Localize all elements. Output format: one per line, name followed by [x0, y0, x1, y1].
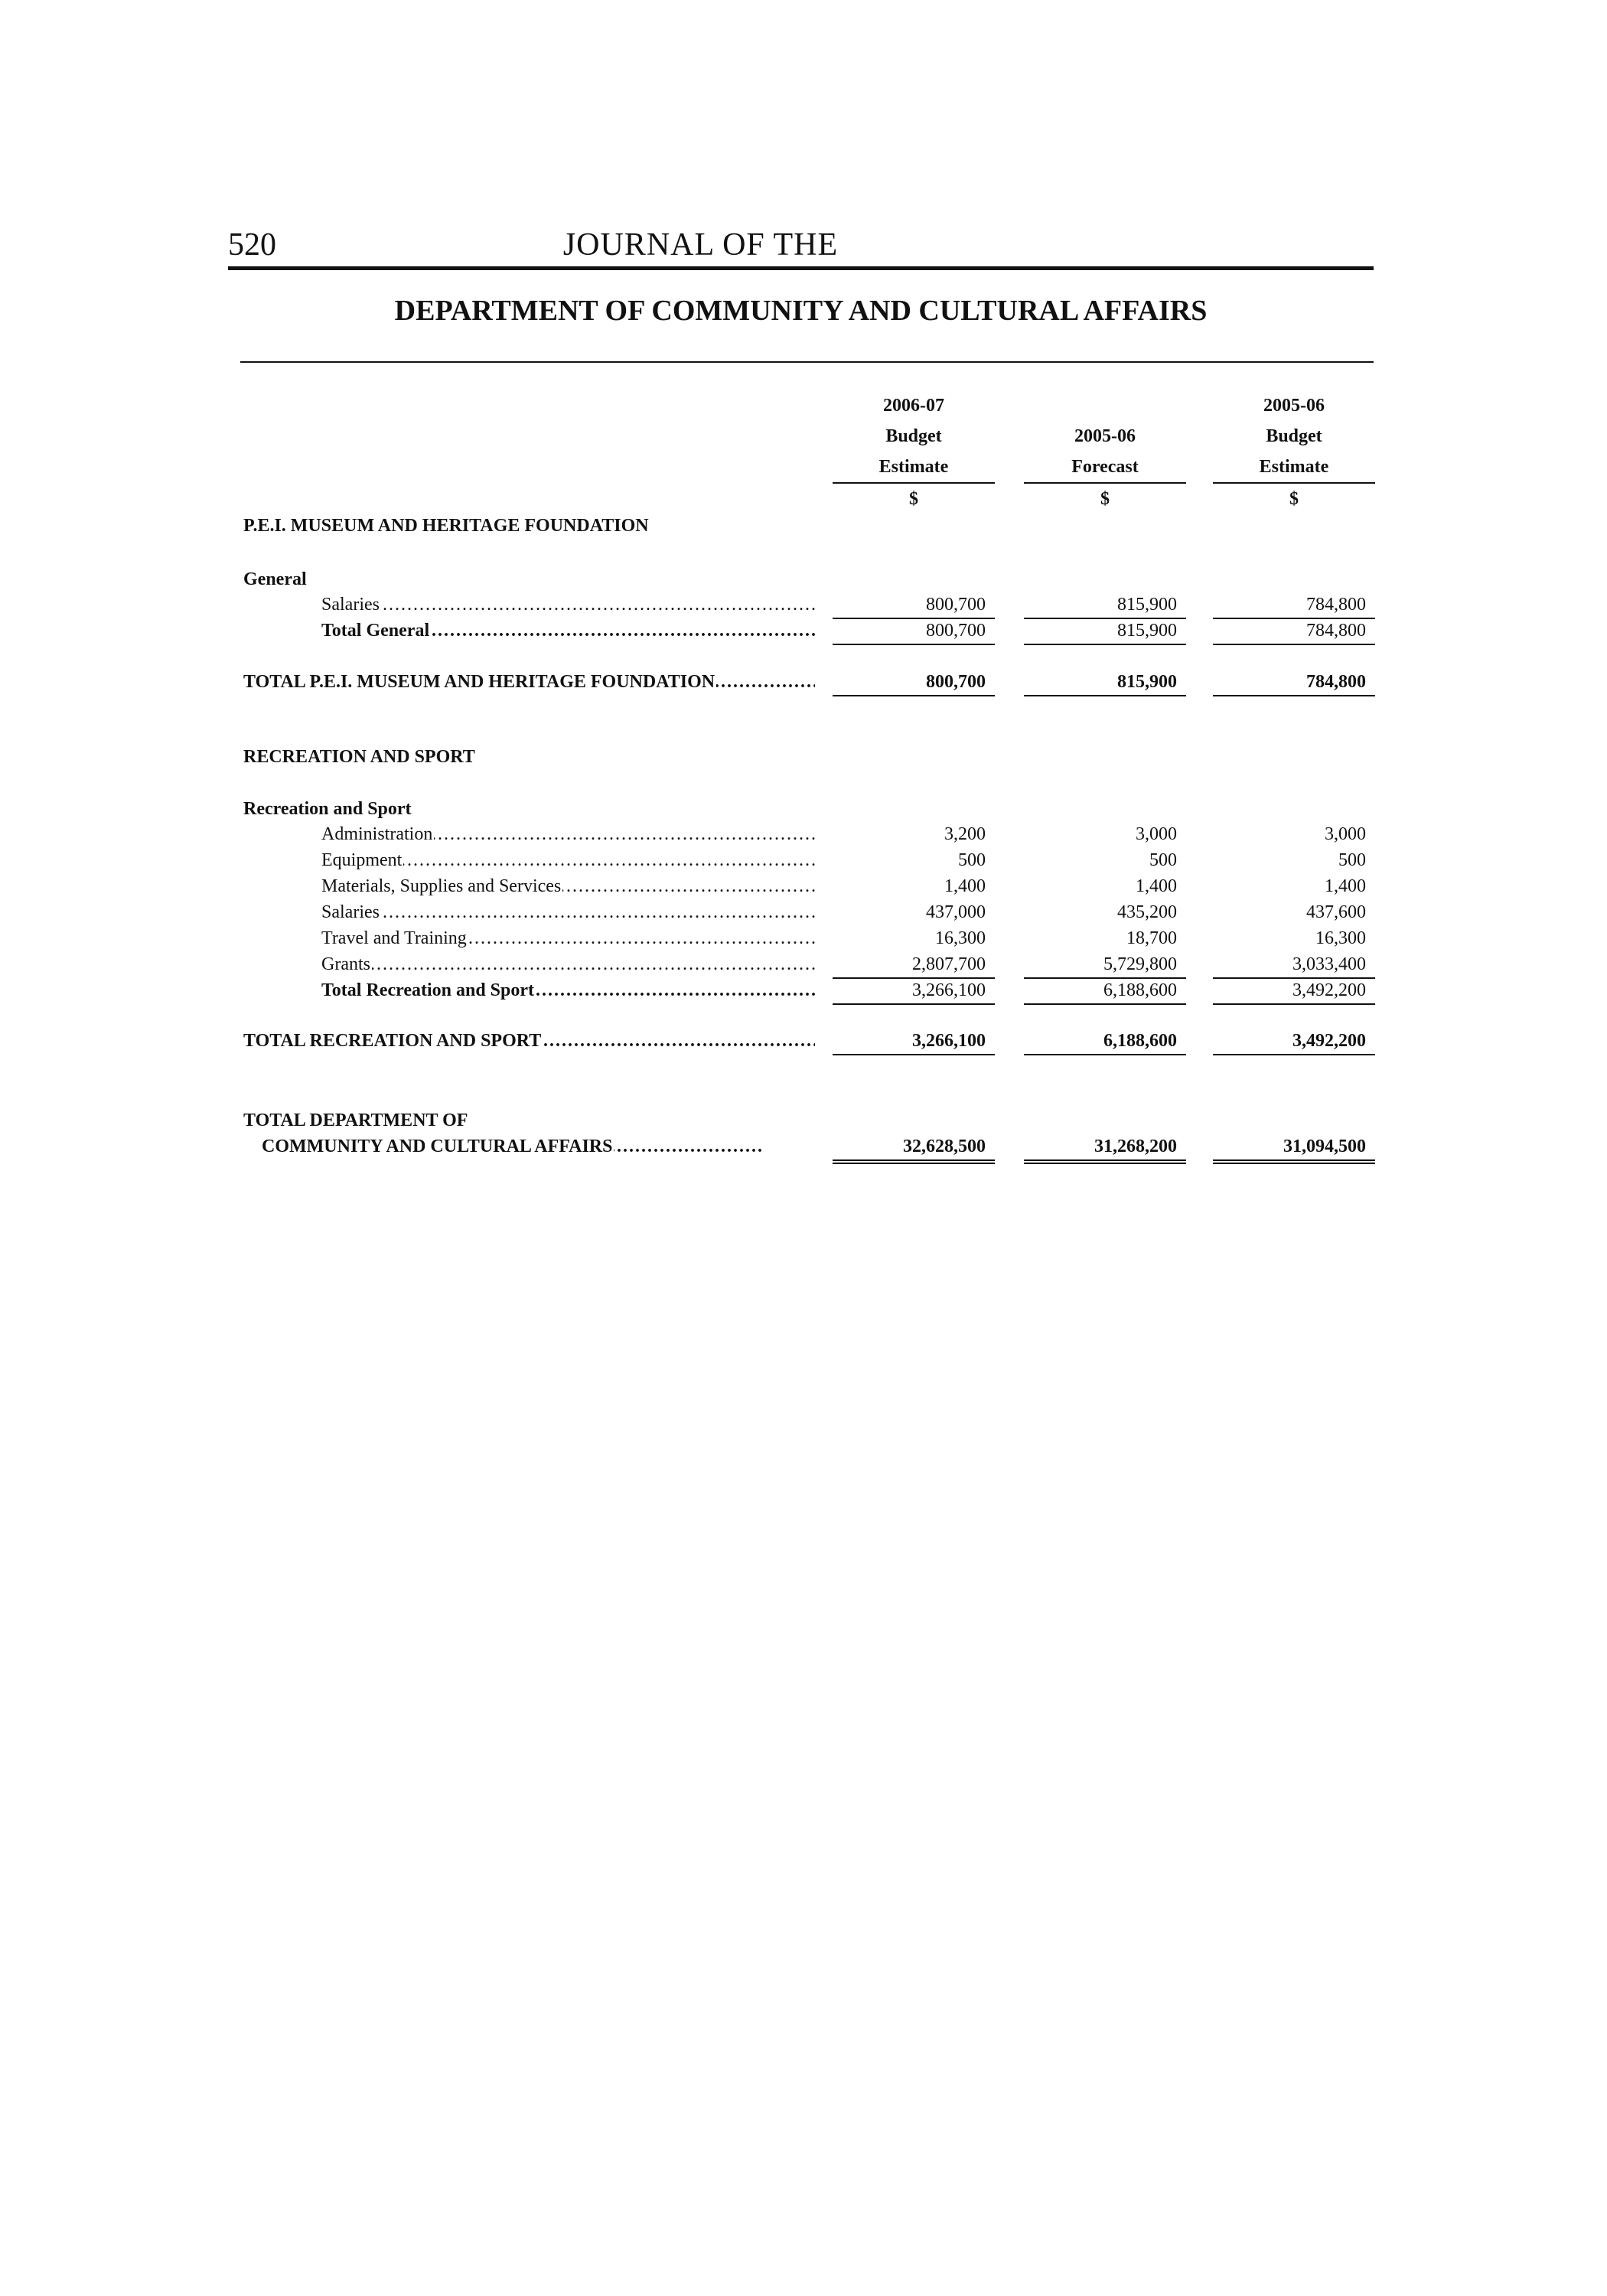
department-rule [240, 361, 1374, 363]
row-label-travel: Travel and Training ..... [321, 925, 815, 951]
cell-value: 815,900 [1024, 592, 1186, 619]
subsection-heading-general: General [243, 569, 307, 589]
cell-value: 3,033,400 [1213, 951, 1375, 979]
cell-value: 784,800 [1213, 592, 1375, 619]
column-header-line: Budget [885, 426, 942, 446]
department-title: DEPARTMENT OF COMMUNITY AND CULTURAL AFFAIRS [394, 295, 1208, 327]
cell-value: 3,000 [1325, 824, 1366, 844]
row-label-total-general: Total General ..... [321, 618, 815, 644]
cell-value: 437,600 [1306, 902, 1366, 922]
cell-value: 800,700 [833, 618, 995, 645]
cell-value: 1,400 [1325, 876, 1366, 896]
cell-value: 1,400 [944, 876, 986, 896]
column-header-budget-2006-07 [833, 390, 995, 514]
page-number: 520 [228, 227, 276, 263]
row-label-materials: Materials, Supplies and Services ..... [321, 873, 815, 899]
cell-value: 815,900 [1024, 618, 1186, 645]
cell-value: 500 [1149, 850, 1177, 870]
column-header-line: Estimate [833, 452, 995, 484]
column-header-line: Forecast [1024, 452, 1186, 484]
cell-value: 3,266,100 [833, 977, 995, 1005]
cell-value: 3,000 [1136, 824, 1177, 844]
cell-value: 784,800 [1213, 669, 1375, 696]
column-header-line: 2005-06 [1074, 426, 1136, 446]
row-label-salaries: Salaries ..... [321, 899, 815, 925]
column-unit: $ [1289, 489, 1299, 509]
cell-value: 18,700 [1126, 928, 1177, 948]
cell-value: 6,188,600 [1024, 977, 1186, 1005]
cell-value: 3,266,100 [833, 1028, 995, 1055]
row-label-total-recreation-and-sport: TOTAL RECREATION AND SPORT ..... [243, 1028, 815, 1054]
column-header-forecast-2005-06 [1024, 390, 1186, 514]
cell-value: 800,700 [833, 669, 995, 696]
column-header-line [1024, 390, 1186, 421]
column-header-budget-2005-06 [1213, 390, 1375, 514]
row-label-total-recreation: Total Recreation and Sport ..... [321, 977, 815, 1003]
journal-title: JOURNAL OF THE [562, 227, 839, 263]
cell-value: 500 [1338, 850, 1366, 870]
cell-value: 500 [958, 850, 986, 870]
section-heading-recreation: RECREATION AND SPORT [243, 747, 475, 767]
cell-value: 5,729,800 [1024, 951, 1186, 979]
column-header-line: 2005-06 [1263, 396, 1325, 416]
cell-value: 784,800 [1213, 618, 1375, 645]
cell-value: 31,268,200 [1024, 1133, 1186, 1164]
cell-value: 437,000 [926, 902, 986, 922]
section-heading-museum: P.E.I. MUSEUM AND HERITAGE FOUNDATION [243, 516, 649, 536]
row-label-equipment: Equipment ..... [321, 847, 815, 873]
cell-value: 3,492,200 [1213, 1028, 1375, 1055]
column-unit: $ [1100, 489, 1110, 509]
department-total-label-line1: TOTAL DEPARTMENT OF [243, 1110, 468, 1130]
column-header-line: Budget [1266, 426, 1322, 446]
cell-value: 800,700 [833, 592, 995, 619]
column-header-line: Estimate [1213, 452, 1375, 484]
running-header [228, 222, 1374, 268]
row-label-grants: Grants ..... [321, 951, 815, 977]
cell-value: 32,628,500 [833, 1133, 995, 1164]
cell-value: 31,094,500 [1213, 1133, 1375, 1164]
row-label-salaries: Salaries ..... [321, 592, 815, 618]
cell-value: 435,200 [1117, 902, 1177, 922]
column-unit: $ [909, 489, 918, 509]
row-label-total-museum: TOTAL P.E.I. MUSEUM AND HERITAGE FOUNDATION ..... [243, 669, 815, 695]
cell-value: 6,188,600 [1024, 1028, 1186, 1055]
row-label-administration: Administration ..... [321, 821, 815, 847]
cell-value: 815,900 [1024, 669, 1186, 696]
cell-value: 3,492,200 [1213, 977, 1375, 1005]
cell-value: 3,200 [944, 824, 986, 844]
cell-value: 2,807,700 [833, 951, 995, 979]
cell-value: 16,300 [1315, 928, 1366, 948]
department-total-label-line2: COMMUNITY AND CULTURAL AFFAIRS ..... [262, 1133, 763, 1159]
column-header-line: 2006-07 [883, 396, 944, 416]
cell-value: 16,300 [935, 928, 986, 948]
cell-value: 1,400 [1136, 876, 1177, 896]
subsection-heading-recreation: Recreation and Sport [243, 799, 412, 819]
header-rule [228, 266, 1374, 270]
